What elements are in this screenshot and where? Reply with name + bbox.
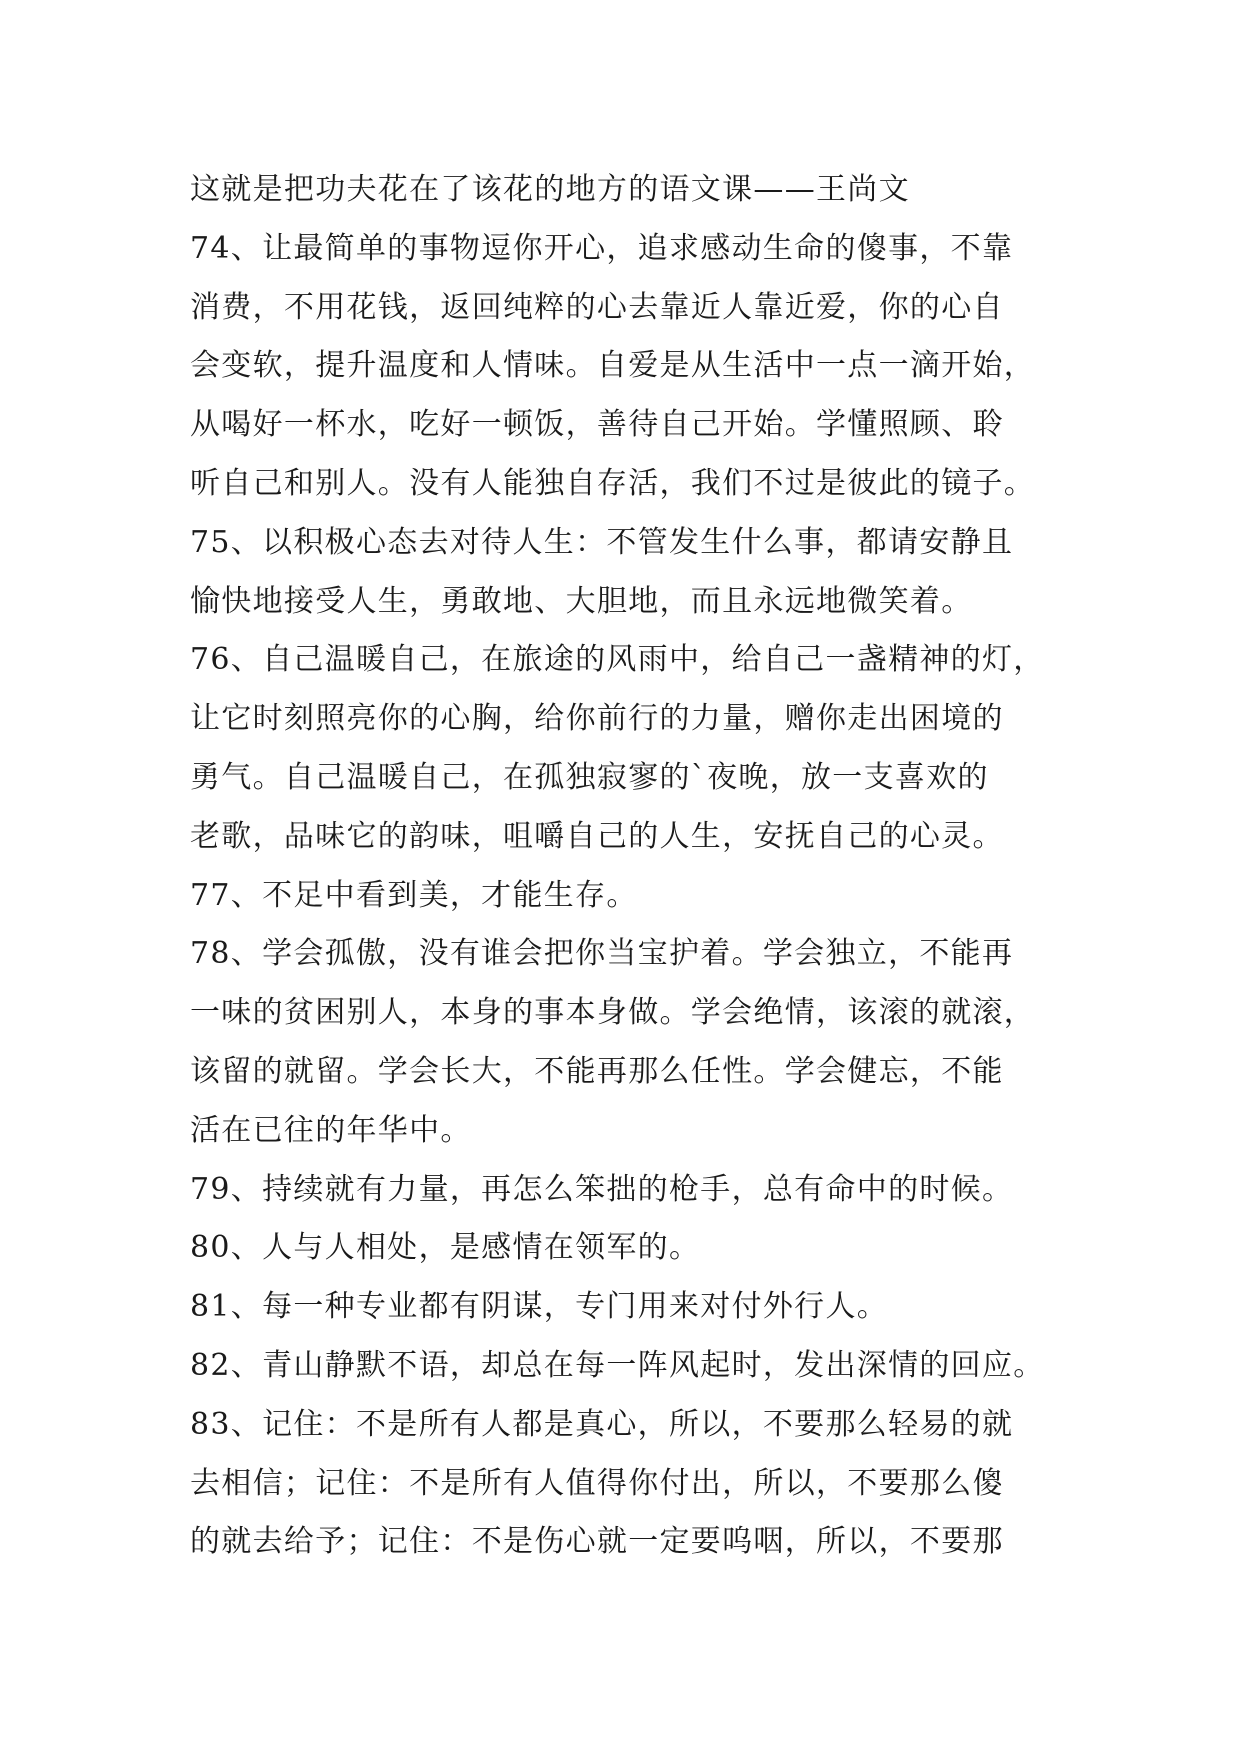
- text-line: 80、人与人相处，是感情在领军的。: [190, 1230, 701, 1266]
- text-line: 该留的就留。学会长大，不能再那么任性。学会健忘，不能: [190, 1053, 1004, 1089]
- text-line: 这就是把功夫花在了该花的地方的语文课——王尚文: [190, 172, 910, 207]
- text-line: 75、以积极心态去对待人生：不管发生什么事，都请安静且: [190, 524, 1014, 560]
- text-line: 让它时刻照亮你的心胸，给你前行的力量，赠你走出困境的: [190, 701, 1004, 737]
- text-line: 消费，不用花钱，返回纯粹的心去靠近人靠近爱，你的心自: [190, 289, 1004, 325]
- text-line: 79、持续就有力量，再怎么笨拙的枪手，总有命中的时候。: [190, 1171, 1014, 1207]
- text-line: 愉快地接受人生，勇敢地、大胆地，而且永远地微笑着。: [190, 583, 973, 619]
- text-line: 74、让最简单的事物逗你开心，追求感动生命的傻事，不靠: [190, 230, 1014, 266]
- text-line: 老歌，品味它的韵味，咀嚼自己的人生，安抚自己的心灵。: [190, 818, 1004, 854]
- text-line: 76、自己温暖自己，在旅途的风雨中，给自己一盏精神的灯，: [190, 642, 1045, 678]
- text-line: 82、青山静默不语，却总在每一阵风起时，发出深情的回应。: [190, 1347, 1045, 1383]
- text-line: 一味的贫困别人，本身的事本身做。学会绝情，该滚的就滚，: [190, 995, 1036, 1031]
- text-line: 会变软，提升温度和人情味。自爱是从生活中一点一滴开始，: [190, 348, 1036, 384]
- text-line: 勇气。自己温暖自己，在孤独寂寥的`夜晚，放一支喜欢的: [190, 759, 989, 795]
- text-line: 78、学会孤傲，没有谁会把你当宝护着。学会独立，不能再: [190, 936, 1014, 972]
- text-line: 83、记住：不是所有人都是真心，所以，不要那么轻易的就: [190, 1406, 1014, 1442]
- text-line: 去相信；记住：不是所有人值得你付出，所以，不要那么傻: [190, 1465, 1004, 1501]
- text-line: 81、每一种专业都有阴谋，专门用来对付外行人。: [190, 1289, 889, 1325]
- body-text: [190, 161, 1070, 1572]
- text-line: 的就去给予；记住：不是伤心就一定要呜咽，所以，不要那: [190, 1524, 1004, 1560]
- text-line: 77、不足中看到美，才能生存。: [190, 877, 638, 913]
- text-line: 活在已往的年华中。: [190, 1112, 472, 1148]
- text-line: 听自己和别人。没有人能独自存活，我们不过是彼此的镜子。: [190, 465, 1036, 501]
- text-line: 从喝好一杯水，吃好一顿饭，善待自己开始。学懂照顾、聆: [190, 407, 1004, 443]
